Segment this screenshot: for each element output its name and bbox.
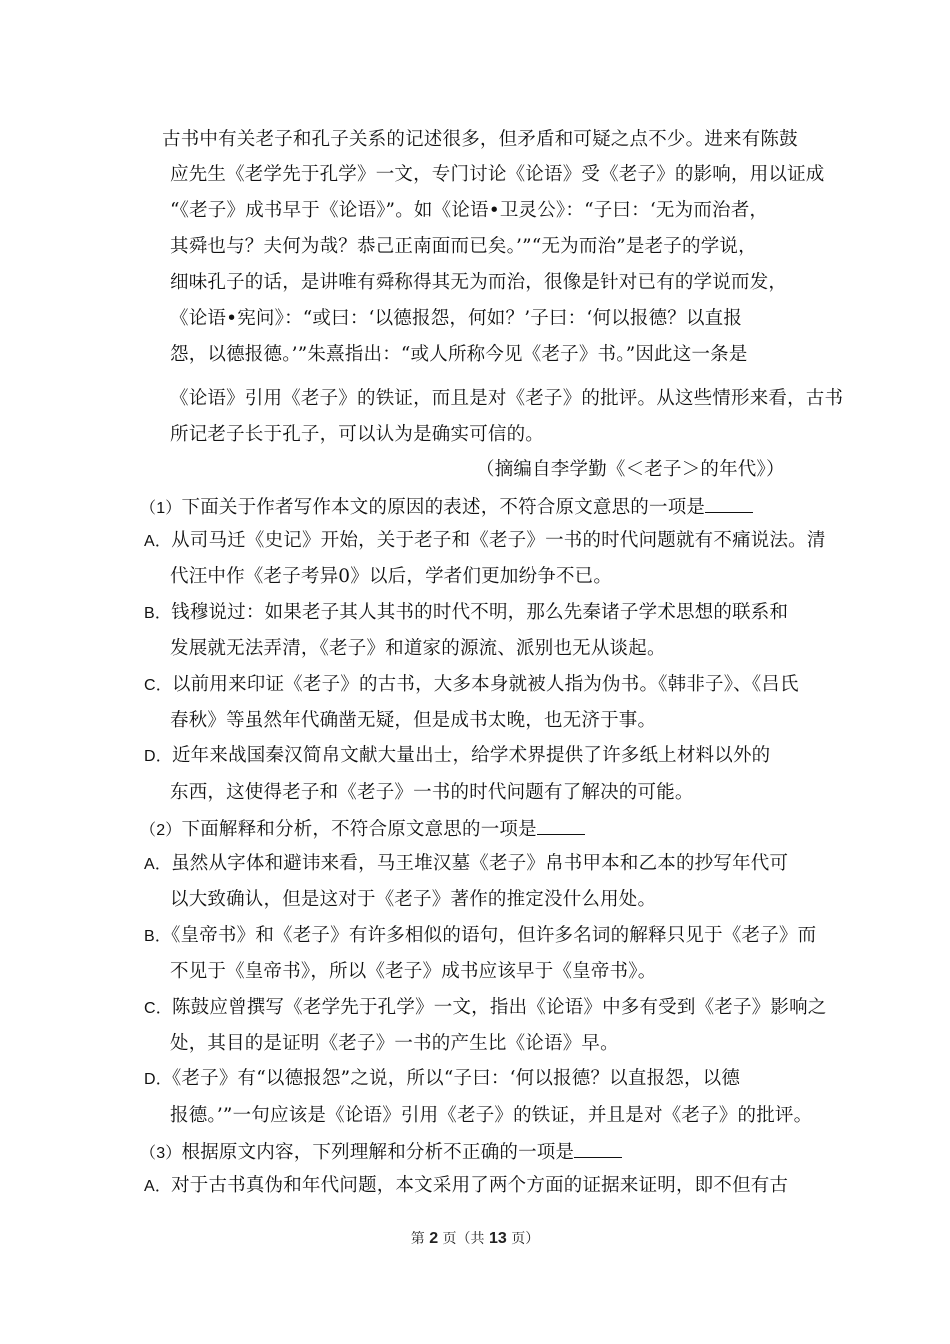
option-text: 陈鼓应曾撰写《老学先于孔学》一文，指出《论语》中多有受到《老子》影响之	[171, 997, 827, 1018]
option-label: C．	[144, 677, 172, 694]
passage-line: 所记老子长于孔子，可以认为是确实可信的。	[170, 424, 545, 445]
option-label: C．	[144, 1000, 172, 1017]
passage-line: 古书中有关老子和孔子关系的记述很多，但矛盾和可疑之点不少。进来有陈鼓	[162, 129, 798, 150]
option-a	[144, 1174, 788, 1199]
passage-line: 其舜也与？夫何为哉？恭己正南面而已矣。’”“无为而治”是老子的学说，	[170, 236, 757, 257]
passage-line: 怨，以德报德。’”朱熹指出：“或人所称今见《老子》书。”因此这一条是	[170, 344, 748, 365]
passage-line: “《老子》成书早于《论语》”。如《论语•卫灵公》：“子曰：‘无为而治者，	[170, 200, 769, 221]
question-1-prompt	[140, 494, 753, 521]
option-text: 从司马迁《史记》开始，关于老子和《老子》一书的时代问题就有不痛说法。清	[171, 530, 826, 551]
option-text: 《老子》有“以德报怨”之说，所以“子曰：‘何以报德？以直报怨，以德	[171, 1068, 741, 1089]
passage-line: 细味孔子的话，是讲唯有舜称得其无为而治，很像是针对已有的学说而发，	[170, 272, 788, 293]
option-continuation: 报德。’”一句应该是《论语》引用《老子》的铁证，并且是对《老子》的批评。	[170, 1105, 813, 1126]
option-continuation: 东西，这使得老子和《老子》一书的时代问题有了解决的可能。	[170, 782, 694, 803]
option-b	[144, 924, 816, 949]
footer-middle: 页（共	[442, 1231, 485, 1247]
option-label: D．	[144, 1071, 172, 1088]
option-a	[144, 852, 788, 877]
option-label: D．	[144, 748, 172, 765]
option-continuation: 以大致确认，但是这对于《老子》著作的推定没什么用处。	[170, 889, 657, 910]
option-c	[144, 673, 799, 698]
option-text: 钱穆说过：如果老子其人其书的时代不明，那么先秦诸子学术思想的联系和	[171, 602, 789, 623]
option-continuation: 代汪中作《老子考异0》以后，学者们更加纷争不已。	[170, 566, 613, 587]
option-label: A．	[144, 856, 172, 873]
question-number: （3）	[140, 1145, 182, 1162]
option-label: A．	[144, 1178, 172, 1195]
question-2-prompt	[140, 816, 585, 843]
option-label: B．	[144, 928, 172, 945]
option-text: 近年来战国秦汉简帛文献大量出士，给学术界提供了许多纸上材料以外的	[171, 745, 771, 766]
passage-line: 《论语》引用《老子》的铁证，而且是对《老子》的批评。从这些情形来看，古书	[170, 388, 844, 409]
option-continuation: 发展就无法弄清，《老子》和道家的源流、派别也无从谈起。	[170, 638, 666, 659]
option-text: 《皇帝书》和《老子》有许多相似的语句，但许多名词的解释只见于《老子》而	[171, 925, 817, 946]
option-continuation: 不见于《皇帝书》，所以《老子》成书应该早于《皇帝书》。	[170, 961, 657, 982]
page-footer	[0, 1228, 950, 1248]
option-label: B．	[144, 605, 172, 622]
question-text: 下面关于作者写作本文的原因的表述，不符合原文意思的一项是	[181, 497, 706, 518]
option-d	[144, 1067, 740, 1092]
option-c	[144, 996, 826, 1021]
question-text: 根据原文内容，下列理解和分析不正确的一项是	[181, 1142, 575, 1163]
passage-line: 应先生《老学先于孔学》一文，专门讨论《论语》受《老子》的影响，用以证成	[170, 164, 825, 185]
footer-suffix: 页）	[511, 1231, 540, 1247]
answer-blank	[574, 1139, 622, 1158]
total-pages-number: 13	[489, 1230, 507, 1247]
option-b	[144, 601, 788, 626]
option-text: 以前用来印证《老子》的古书，大多本身就被人指为伪书。《韩非子》、《吕氏	[171, 674, 799, 695]
question-3-prompt	[140, 1139, 622, 1166]
current-page-number: 2	[429, 1230, 439, 1247]
option-a	[144, 529, 826, 554]
question-text: 下面解释和分析，不符合原文意思的一项是	[181, 819, 537, 840]
option-d	[144, 744, 770, 769]
option-text: 虽然从字体和避讳来看，马王堆汉墓《老子》帛书甲本和乙本的抄写年代可	[171, 853, 789, 874]
question-number: （1）	[140, 500, 182, 517]
passage-line: 《论语•宪问》：“或曰：‘以德报怨，何如？’子曰：‘何以报德？以直报	[170, 308, 743, 329]
option-text: 对于古书真伪和年代问题，本文采用了两个方面的证据来证明，即不但有古	[171, 1175, 789, 1196]
option-continuation: 春秋》等虽然年代确凿无疑，但是成书太晚，也无济于事。	[170, 710, 657, 731]
option-continuation: 处，其目的是证明《老子》一书的产生比《论语》早。	[170, 1033, 619, 1054]
passage-source: （摘编自李学勤《＜老子＞的年代》）	[476, 459, 785, 480]
footer-prefix: 第	[410, 1231, 425, 1247]
answer-blank	[705, 494, 753, 513]
answer-blank	[537, 816, 585, 835]
option-label: A．	[144, 533, 172, 550]
question-number: （2）	[140, 822, 182, 839]
